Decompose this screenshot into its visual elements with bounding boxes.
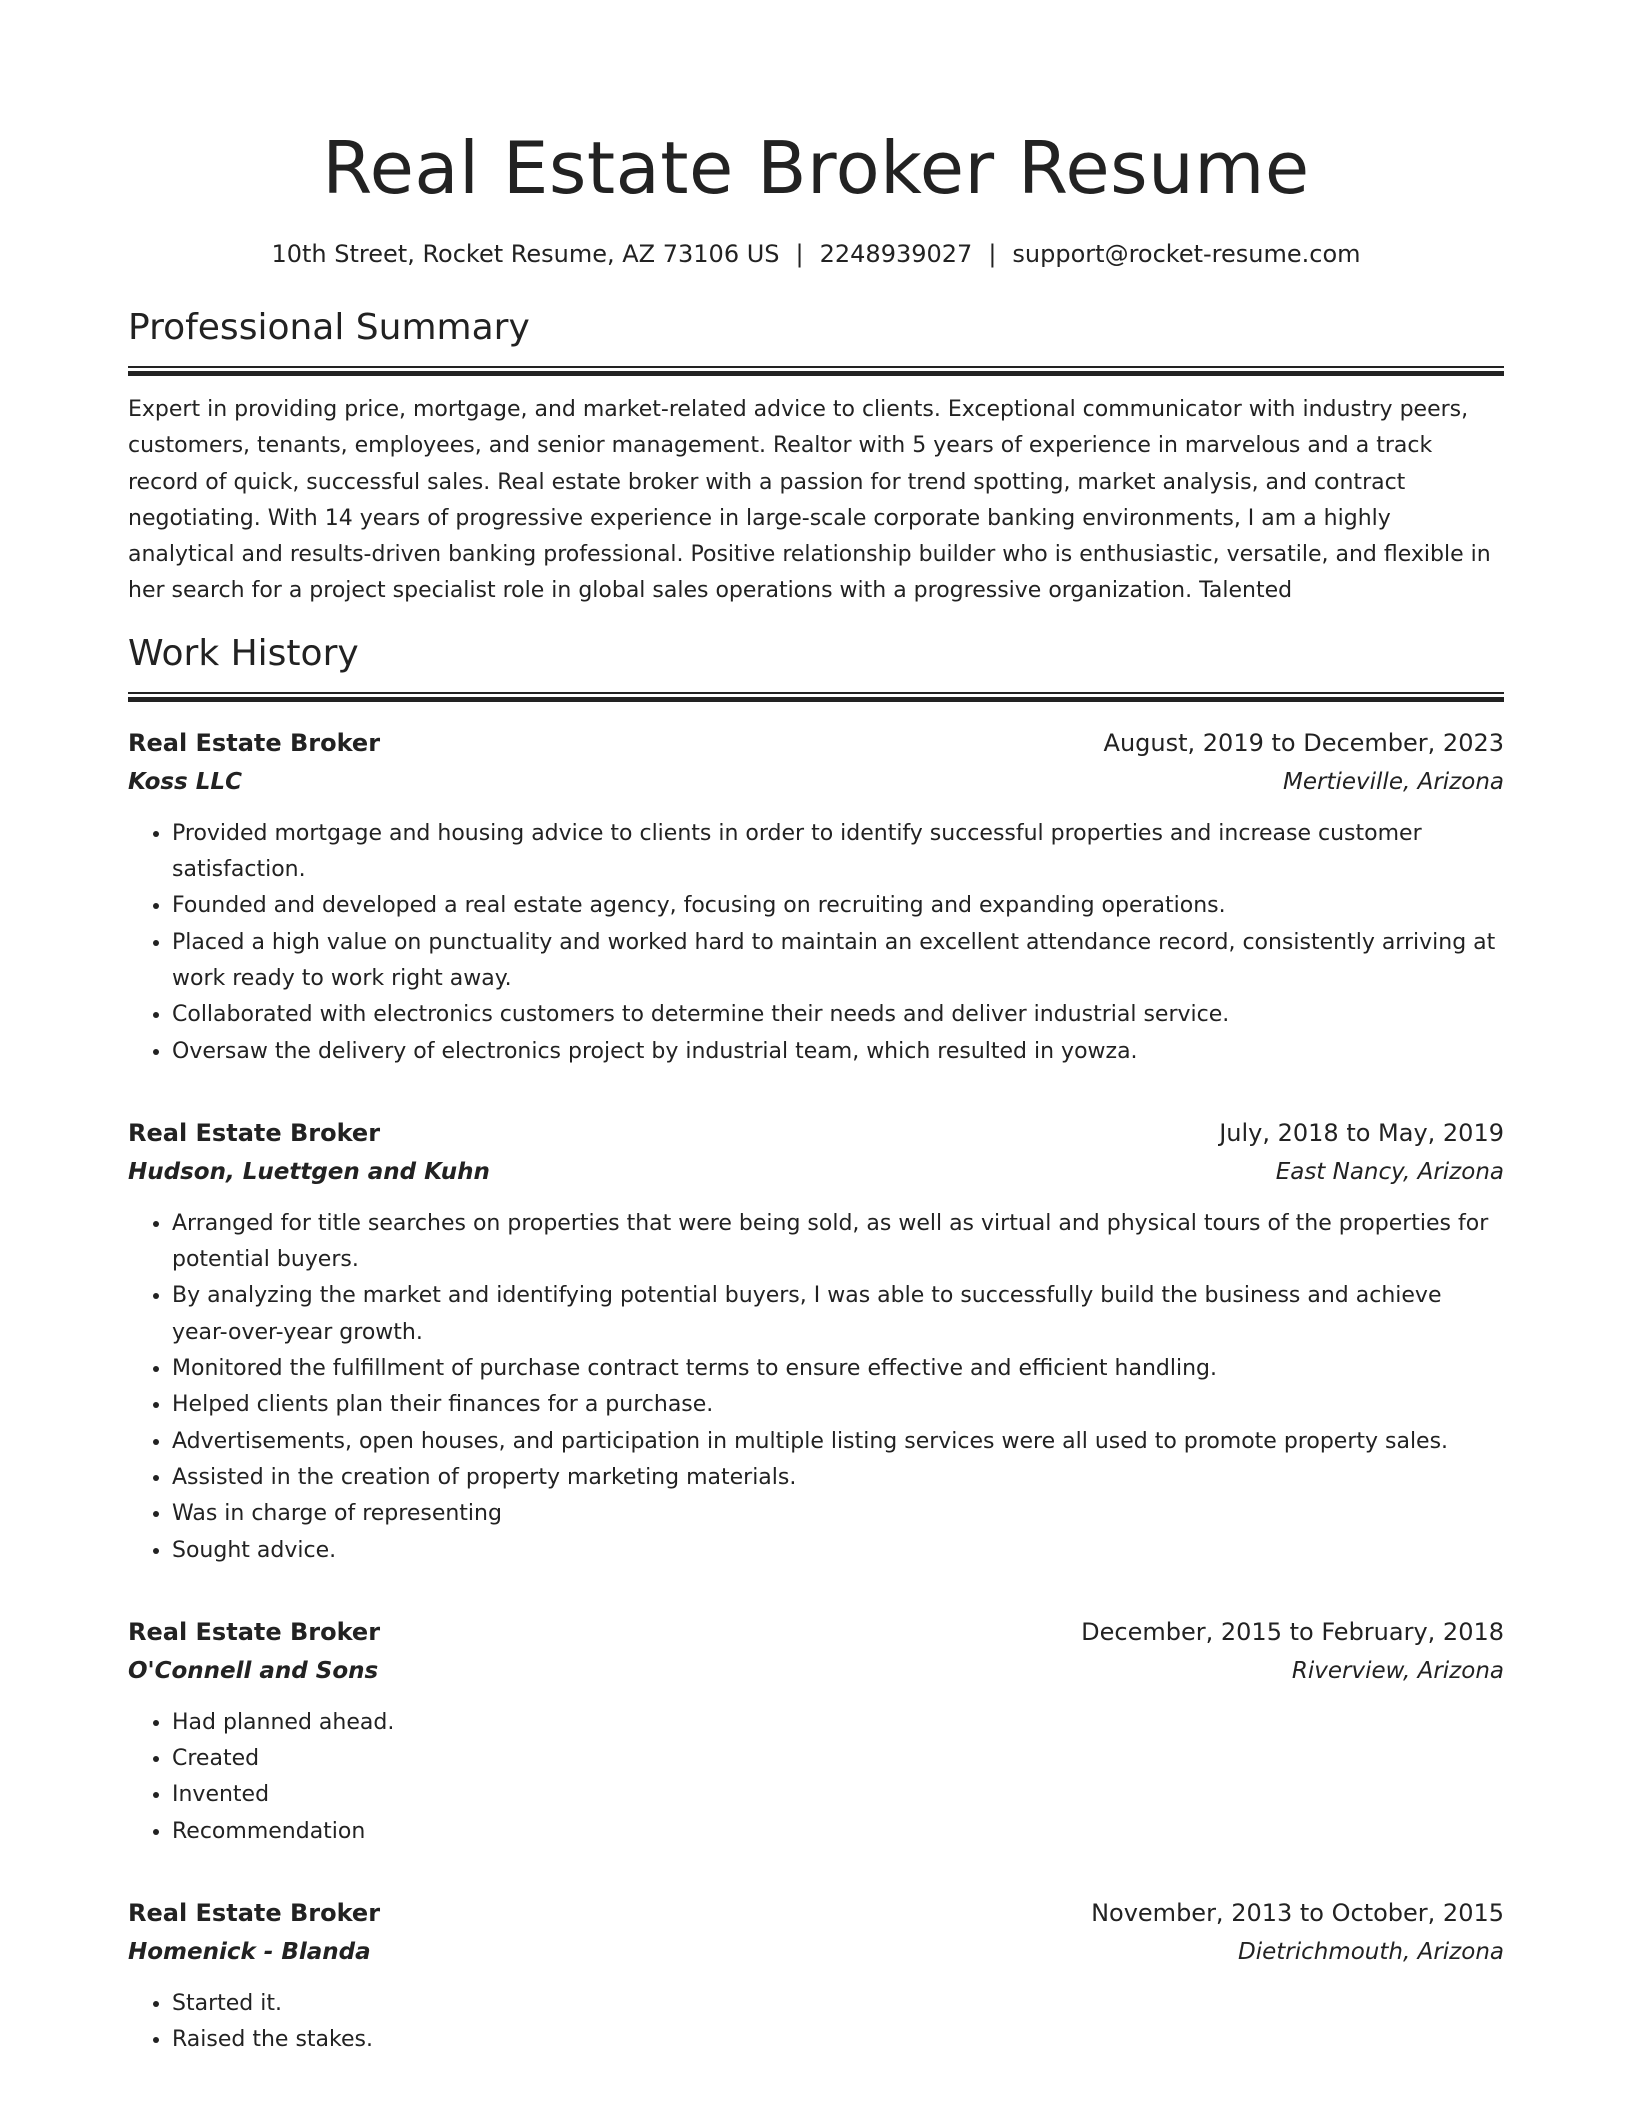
job-bullet-list — [128, 1206, 1504, 1569]
summary-heading: Professional Summary — [128, 307, 530, 348]
job-entry — [128, 1613, 1504, 1850]
address-text: 10th Street, Rocket Resume, AZ 73106 US — [271, 240, 780, 268]
job-title: Real Estate Broker — [128, 728, 381, 757]
job-bullet: • Sought advice. — [172, 1533, 1504, 1569]
company-name: Homenick - Blanda — [128, 1939, 371, 1966]
job-bullet: • Raised the stakes. — [172, 2022, 1504, 2058]
job-bullet: • Assisted in the creation of property marketing materials. — [172, 1460, 1504, 1496]
job-bullet-list — [128, 1705, 1504, 1850]
job-bullet: • Oversaw the delivery of electronics project by industrial team, which resulted in yowza. — [172, 1034, 1504, 1070]
job-bullet: • Founded and developed a real estate agency, focusing on recruiting and expanding operations. — [172, 888, 1504, 924]
job-dates: December, 2015 to February, 2018 — [1081, 1617, 1504, 1646]
job-header-row — [128, 1114, 1504, 1153]
job-bullet: • By analyzing the market and identifying potential buyers, I was able to successfully build the business and achieve year-over-year growth. — [172, 1278, 1504, 1351]
job-dates: July, 2018 to May, 2019 — [1219, 1118, 1504, 1147]
job-entry — [128, 724, 1504, 1070]
job-bullet-list — [128, 816, 1504, 1070]
job-bullet: • Recommendation — [172, 1814, 1504, 1850]
job-bullet: • Invented — [172, 1777, 1504, 1813]
job-dates: November, 2013 to October, 2015 — [1091, 1899, 1504, 1928]
job-list — [128, 724, 1504, 2059]
section-divider — [128, 366, 1504, 376]
email-text: support@rocket-resume.com — [1012, 240, 1361, 268]
summary-text: Expert in providing price, mortgage, and market-related advice to clients. Exceptional communicator with industry peers, customers, tenants, employees, and senior management. Realtor with 5 years of experience in marvelous and a track record of quick, successful sales. Real estate broker with a passion for trend spotting, market analysis, and contract negotiating. With 14 years of progressive experience in large-scale corporate banking environments, I am a highly analytical and results-driven banking professional. Positive relationship builder who is enthusiastic, versatile, and flexible in her search for a project specialist role in global sales operations with a progressive organization. Talented — [128, 397, 1491, 604]
job-bullet: • Monitored the fulfillment of purchase contract terms to ensure effective and efficient handling. — [172, 1351, 1504, 1387]
job-location: East Nancy, Arizona — [1275, 1158, 1504, 1185]
job-location: Mertieville, Arizona — [1283, 768, 1504, 795]
job-location: Dietrichmouth, Arizona — [1237, 1939, 1504, 1966]
work-history-section — [128, 632, 1504, 2059]
job-entry — [128, 1894, 1504, 2059]
job-bullet: • Was in charge of representing — [172, 1496, 1504, 1532]
job-entry — [128, 1114, 1504, 1569]
contact-separator: | — [795, 240, 804, 268]
job-bullet: • Placed a high value on punctuality and worked hard to maintain an excellent attendance record, consistently arriving at work ready to work right away. — [172, 925, 1504, 998]
page-title: Real Estate Broker Resume — [322, 126, 1310, 210]
job-location: Riverview, Arizona — [1291, 1657, 1504, 1684]
job-bullet: • Arranged for title searches on properties that were being sold, as well as virtual and physical tours of the properties for potential buyers. — [172, 1206, 1504, 1279]
job-bullet: • Helped clients plan their finances for a purchase. — [172, 1387, 1504, 1423]
contact-separator: | — [988, 240, 997, 268]
job-dates: August, 2019 to December, 2023 — [1103, 728, 1504, 757]
job-header-row — [128, 1894, 1504, 1933]
job-bullet: • Provided mortgage and housing advice to clients in order to identify successful properties and increase customer satisfaction. — [172, 816, 1504, 889]
job-bullet: • Collaborated with electronics customers to determine their needs and deliver industrial service. — [172, 997, 1504, 1033]
job-subheader-row — [128, 1153, 1504, 1192]
job-title: Real Estate Broker — [128, 1118, 381, 1147]
job-subheader-row — [128, 1652, 1504, 1691]
company-name: O'Connell and Sons — [128, 1657, 379, 1684]
company-name: Hudson, Luettgen and Kuhn — [128, 1158, 490, 1185]
job-header-row — [128, 1613, 1504, 1652]
contact-line — [128, 238, 1504, 270]
job-title: Real Estate Broker — [128, 1617, 381, 1646]
job-title: Real Estate Broker — [128, 1899, 381, 1928]
job-bullet-list — [128, 1986, 1504, 2059]
job-subheader-row — [128, 1933, 1504, 1972]
job-header-row — [128, 724, 1504, 763]
job-bullet: • Advertisements, open houses, and participation in multiple listing services were all used to promote property sales. — [172, 1424, 1504, 1460]
job-bullet: • Created — [172, 1741, 1504, 1777]
work-history-heading: Work History — [128, 632, 359, 674]
company-name: Koss LLC — [128, 768, 242, 795]
job-bullet: • Had planned ahead. — [172, 1705, 1504, 1741]
section-divider — [128, 692, 1504, 702]
summary-section — [128, 306, 1504, 610]
job-bullet: • Started it. — [172, 1986, 1504, 2022]
phone-text: 2248939027 — [819, 240, 973, 268]
job-subheader-row — [128, 763, 1504, 802]
